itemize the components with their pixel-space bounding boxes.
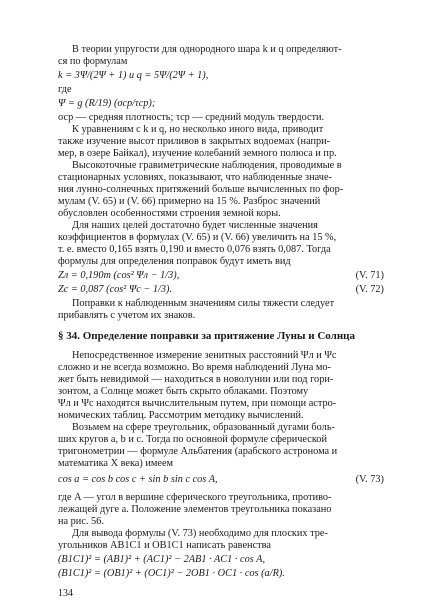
equation-number: (V. 71) [355,270,384,281]
text-line: Непосредственное измерение зенитных расстояний Ψл и Ψс [72,350,337,361]
text-line: Для наших целей достаточно будет численные значения [72,220,318,231]
text-line: В теории упругости для однородного шара k и q определяют- [72,44,342,55]
text-line: т. е. вместо 0,165 взять 0,190 и вместо 0,076 взять 0,087. Тогда [58,244,331,255]
text-line: обусловлен особенностями строения земной коры. [58,208,281,219]
text-line: прибавлять с учетом их знаков. [58,310,196,321]
text-line: угольников AB1C1 и OB1C1 написать равенства [58,540,271,551]
text-line: Для вывода формулы (V. 73) необходимо для плоских тре- [72,528,328,539]
formula-row [58,270,384,282]
text-line: на рис. 56. [58,516,104,527]
text-line: стационарных условиях, показывают, что наблюденные значе- [58,172,332,183]
text-line: Ψл и Ψс находятся вычислительным путем, при помощи астро- [58,398,337,409]
text-line: Высокоточные гравиметрические наблюдения, проводимые в [72,160,342,171]
text-line: где A — угол в вершине сферического треугольника, противо- [58,492,332,503]
text-line: сложно и не всегда возможно. Во время наблюдений Луна мо- [58,362,331,373]
text-line: К уравнениям с k и q, но несколько иного вида, приводит [72,124,324,135]
formula-line: (B1C1)² = (OB1)² + (OC1)² − 2OB1 · OC1 · cos (a/R). [58,568,285,579]
text-line: зонтом, а Солнце может быть скрыто облаками. Поэтому [58,386,309,397]
formula-line: Ψ = g (R/19) (σср/τср); [58,98,156,109]
text-line: ших кругов a, b и c. Тогда по основной формуле сферической [58,434,327,445]
equation-number: (V. 72) [355,284,384,295]
formula-line: (B1C1)² = (AB1)² + (AC1)² − 2AB1 · AC1 · cos A, [58,554,266,565]
page-number: 134 [58,588,73,599]
text-line: ния лунно-солнечных притяжений больше вычисленных по фор- [58,184,344,195]
formula-line: k = 3Ψ/(2Ψ + 1) и q = 5Ψ/(2Ψ + 1), [58,70,209,81]
text-line: жет быть невидимой — находиться в новолунии или под гори- [58,374,334,385]
section-heading: § 34. Определение поправки за притяжение Луны и Солнца [58,330,355,342]
text-line: также изучение высот приливов в закрытых водоемах (напри- [58,136,331,147]
text-line: формулы для определения поправок будут иметь вид [58,256,291,267]
formula-zl: Zл = 0,190m (cos² Ψл − 1/3), [58,270,180,281]
text-line: Возьмем на сфере треугольник, образованный дугами боль- [72,422,335,433]
text-line: ся по формулам [58,56,128,67]
formula-row [58,474,384,486]
text-line: тригонометрии — формуле Альбатения (арабского астронома и [58,446,338,457]
formula-zc: Zс = 0,087 (cos² Ψс − 1/3). [58,284,173,295]
equation-number: (V. 73) [355,474,384,485]
text-line: коэффициентов в формулах (V. 65) и (V. 66) увеличить на 15 %, [58,232,337,243]
formula-cos: cos a = cos b cos c + sin b sin c cos A, [58,474,218,485]
text-line: математика X века) имеем [58,458,174,469]
formula-row [58,284,384,296]
text-line: мер, в озере Байкал), изучение колебаний земного полюса и пр. [58,148,337,159]
text-line: мулам (V. 65) и (V. 66) примерно на 15 %. Разброс значений [58,196,321,207]
text-line: σср — средняя плотность; τср — средний модуль твердости. [58,112,325,123]
text-line: номических таблиц. Рассмотрим методику вычислений. [58,410,304,421]
text-line: Поправки к наблюденным значениям силы тяжести следует [72,298,335,309]
text-line: где [58,84,72,95]
text-line: лежащей дуге a. Положение элементов треугольника показано [58,504,332,515]
